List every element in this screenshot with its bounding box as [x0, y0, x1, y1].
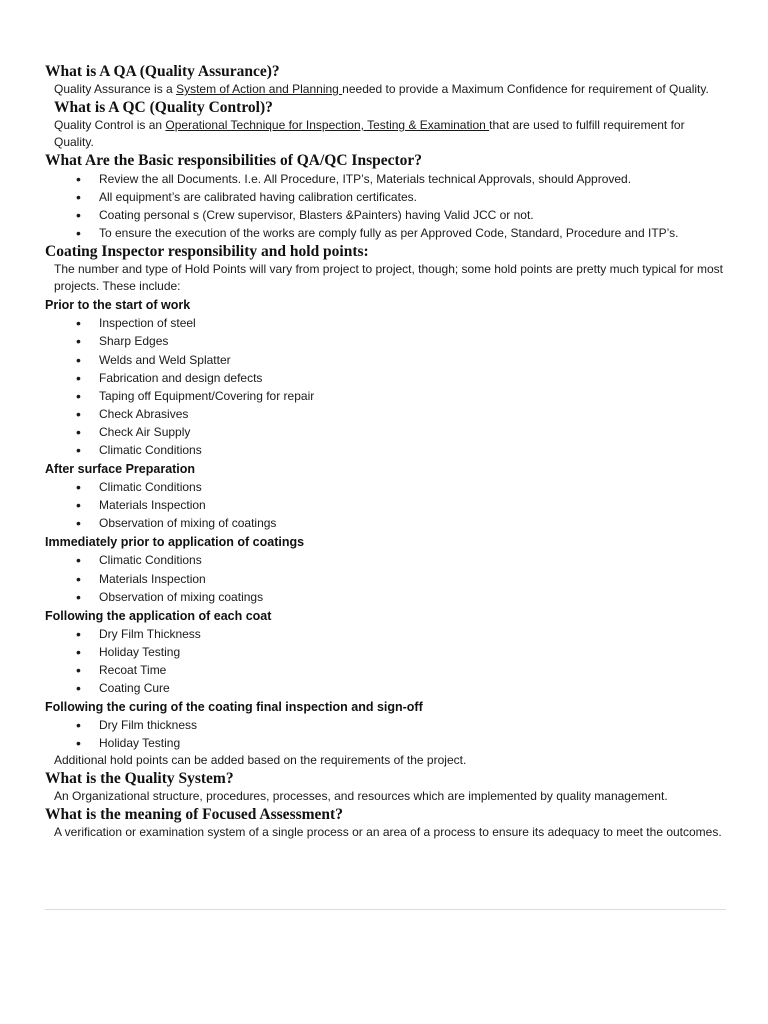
qa-text-post: needed to provide a Maximum Confidence for requirement of Quality. — [342, 82, 709, 96]
group-title-prior-to-work: Prior to the start of work — [45, 298, 191, 313]
document-page — [45, 62, 725, 841]
list-item: • Materials Inspection — [45, 496, 725, 514]
list-item: • Materials Inspection — [45, 570, 725, 588]
focused-assessment-text: A verification or examination system of a single process or an area of a process to ensure its adequacy to meet the outcomes. — [54, 825, 722, 840]
list-item: • Dry Film thickness — [45, 716, 725, 734]
qa-text-pre: Quality Assurance is a — [54, 82, 177, 96]
responsibilities-heading: What Are the Basic responsibilities of QA/QC Inspector? — [45, 152, 423, 169]
qc-text-pre: Quality Control is an — [54, 118, 166, 132]
final-inspection-list — [45, 716, 725, 752]
prior-to-application-list — [45, 551, 725, 605]
qc-text-post: that are used to fulfill requirement for Quality. — [54, 118, 685, 149]
list-item: • Check Abrasives — [45, 405, 725, 423]
list-item: • Fabrication and design defects — [45, 369, 725, 387]
qc-definition — [54, 117, 725, 151]
group-title-after-surface-prep: After surface Preparation — [45, 462, 196, 477]
coating-footer: Additional hold points can be added based on the requirements of the project. — [54, 753, 467, 768]
list-item: • Climatic Conditions — [45, 441, 725, 459]
group-title-final-inspection: Following the curing of the coating final inspection and sign-off — [45, 700, 423, 715]
list-item: • Climatic Conditions — [45, 551, 725, 569]
coating-heading: Coating Inspector responsibility and hold points: — [45, 243, 369, 261]
coating-intro: The number and type of Hold Points will vary from project to project, though; some hold points are pretty much typical for most projects. These include: — [54, 262, 723, 294]
list-item: • Taping off Equipment/Covering for repair — [45, 387, 725, 405]
qa-underlined-term: System of Action and Planning — [176, 82, 343, 96]
list-item: • Coating personal s (Crew supervisor, Blasters &Painters) having Valid JCC or not. — [45, 206, 725, 224]
after-surface-prep-list — [45, 478, 725, 532]
list-item: • Review the all Documents. I.e. All Procedure, ITP’s, Materials technical Approvals, should Approved. — [45, 170, 725, 188]
list-item: • Sharp Edges — [45, 332, 725, 350]
quality-system-text: An Organizational structure, procedures, processes, and resources which are implemented by quality management. — [54, 789, 668, 804]
qc-underlined-term: Operational Technique for Inspection, Testing & Examination — [165, 118, 490, 132]
list-item: • Observation of mixing coatings — [45, 588, 725, 606]
focused-assessment-heading: What is the meaning of Focused Assessment? — [45, 806, 343, 824]
list-item: • Holiday Testing — [45, 643, 725, 661]
each-coat-list — [45, 625, 725, 697]
list-item: • Holiday Testing — [45, 734, 725, 752]
qc-heading: What is A QC (Quality Control)? — [54, 99, 273, 116]
responsibilities-list — [45, 170, 725, 242]
page-divider — [45, 909, 726, 910]
list-item: • To ensure the execution of the works are comply fully as per Approved Code, Standard, Procedure and ITP’s. — [45, 224, 725, 242]
qa-definition — [54, 81, 725, 98]
prior-to-work-list — [45, 314, 725, 459]
qa-heading: What is A QA (Quality Assurance)? — [45, 63, 280, 80]
list-item: • Recoat Time — [45, 661, 725, 679]
list-item: • All equipment’s are calibrated having calibration certificates. — [45, 188, 725, 206]
list-item: • Dry Film Thickness — [45, 625, 725, 643]
quality-system-heading: What is the Quality System? — [45, 770, 234, 788]
list-item: • Welds and Weld Splatter — [45, 351, 725, 369]
group-title-each-coat: Following the application of each coat — [45, 608, 272, 623]
list-item: • Observation of mixing of coatings — [45, 514, 725, 532]
list-item: • Coating Cure — [45, 679, 725, 697]
group-title-prior-to-application: Immediately prior to application of coatings — [45, 535, 305, 550]
list-item: • Climatic Conditions — [45, 478, 725, 496]
list-item: • Check Air Supply — [45, 423, 725, 441]
list-item: • Inspection of steel — [45, 314, 725, 332]
